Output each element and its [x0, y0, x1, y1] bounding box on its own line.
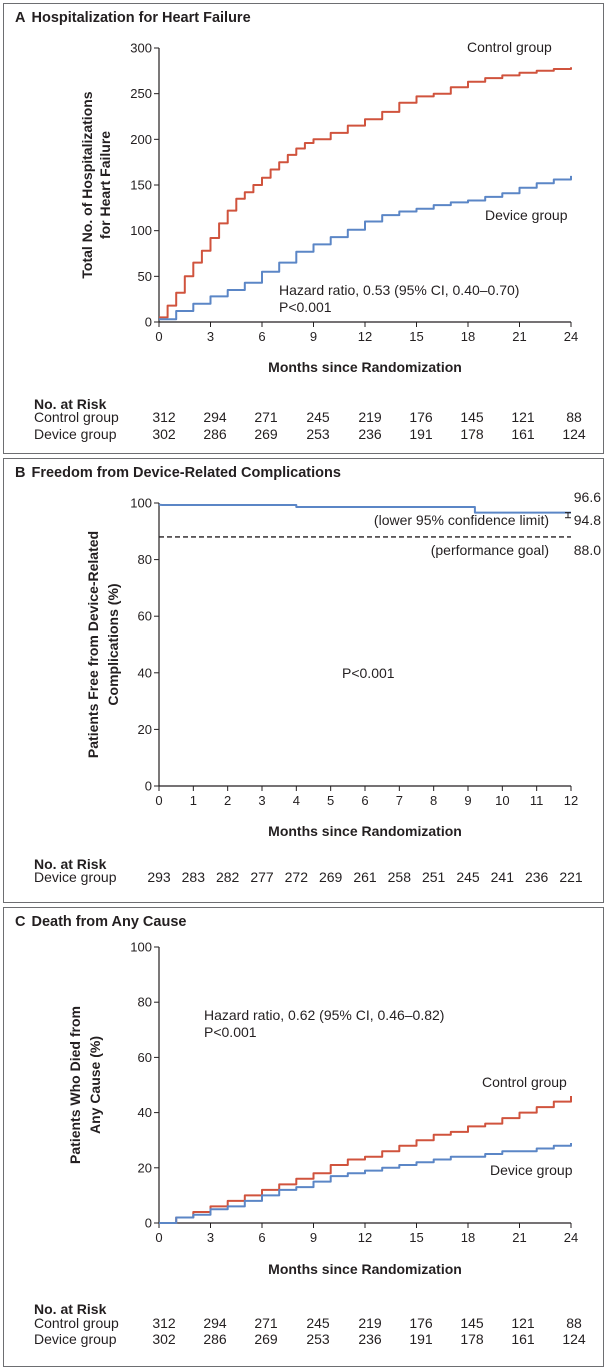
panel-title-text: Freedom from Device-Related Complications — [31, 465, 341, 481]
x-tick-label: 6 — [258, 329, 266, 344]
risk-table-header: No. at Risk — [34, 1301, 107, 1317]
risk-value: 121 — [511, 409, 535, 425]
risk-value: 258 — [387, 869, 412, 885]
y-tick-label: 250 — [130, 86, 152, 102]
annotation-text: Hazard ratio, 0.53 (95% CI, 0.40–0.70) — [279, 282, 520, 298]
risk-value: 271 — [254, 1315, 278, 1331]
risk-value: 293 — [147, 869, 171, 885]
risk-value: 277 — [250, 869, 274, 885]
risk-value: 88 — [566, 1315, 582, 1331]
series-label: Device group — [490, 1162, 573, 1178]
x-tick-label: 12 — [563, 793, 579, 808]
y-tick-label: 100 — [130, 495, 152, 511]
risk-value: 236 — [358, 1331, 382, 1347]
risk-value: 236 — [524, 869, 549, 885]
x-tick-label: 9 — [309, 329, 318, 344]
y-tick-label: 40 — [137, 1105, 152, 1121]
y-tick-label: 20 — [137, 721, 152, 737]
x-tick-label: 1 — [189, 793, 197, 808]
x-tick-label: 24 — [563, 1230, 579, 1245]
risk-row-label: Control group — [34, 1315, 119, 1331]
risk-value: 191 — [409, 1331, 433, 1347]
risk-table-header: No. at Risk — [34, 396, 107, 412]
risk-value: 282 — [215, 869, 240, 885]
x-tick-label: 11 — [529, 793, 544, 808]
panel-title-text: Death from Any Cause — [31, 914, 187, 930]
y-axis-label: Total No. of Hospitalizations — [79, 91, 95, 279]
risk-value: 219 — [358, 1315, 382, 1331]
risk-row-label: Device group — [34, 426, 117, 442]
risk-value: 251 — [421, 869, 446, 885]
panel-letter: A — [15, 10, 26, 26]
annotation-text: P<0.001 — [279, 299, 332, 315]
series-label: Device group — [485, 207, 568, 223]
y-axis-label: Any Cause (%) — [87, 1035, 103, 1135]
x-tick-label: 7 — [395, 793, 403, 808]
risk-value: 269 — [318, 869, 343, 885]
risk-value: 176 — [409, 1315, 433, 1331]
risk-value: 286 — [203, 1331, 227, 1347]
point-label-text: (lower 95% confidence limit) — [373, 512, 549, 528]
point-label-value: 96.6 — [573, 489, 601, 505]
risk-value: 271 — [254, 409, 278, 425]
x-axis-label: Months since Randomization — [268, 823, 462, 839]
risk-value: 294 — [203, 409, 227, 425]
y-tick-label: 0 — [144, 1215, 152, 1231]
risk-value: 161 — [511, 1331, 535, 1347]
risk-value: 191 — [409, 426, 433, 442]
series-label: Control group — [482, 1074, 567, 1090]
y-tick-label: 300 — [130, 40, 152, 56]
risk-value: 312 — [152, 409, 176, 425]
x-tick-label: 24 — [563, 329, 579, 344]
panel-complications — [3, 458, 604, 903]
y-tick-label: 50 — [137, 268, 152, 284]
x-tick-label: 4 — [292, 793, 300, 808]
x-tick-label: 6 — [258, 1230, 266, 1245]
risk-value: 272 — [284, 869, 309, 885]
x-tick-label: 8 — [430, 793, 438, 808]
risk-value: 124 — [562, 426, 586, 442]
x-tick-label: 12 — [357, 1230, 373, 1245]
x-tick-label: 3 — [206, 329, 215, 344]
device-group-line — [159, 1143, 571, 1223]
risk-value: 178 — [460, 426, 484, 442]
y-tick-label: 100 — [130, 223, 152, 239]
y-tick-label: 200 — [130, 131, 152, 147]
risk-value: 302 — [152, 426, 176, 442]
x-tick-label: 18 — [460, 1230, 476, 1245]
risk-value: 283 — [181, 869, 206, 885]
risk-value: 236 — [358, 426, 382, 442]
y-tick-label: 80 — [137, 552, 152, 568]
x-tick-label: 12 — [357, 329, 373, 344]
risk-value: 261 — [353, 869, 377, 885]
risk-value: 245 — [306, 409, 330, 425]
annotation-text: P<0.001 — [204, 1024, 257, 1040]
x-tick-label: 18 — [460, 329, 476, 344]
risk-value: 121 — [511, 1315, 535, 1331]
y-tick-label: 60 — [137, 1049, 152, 1065]
risk-value: 124 — [562, 1331, 586, 1347]
x-tick-label: 0 — [155, 1230, 163, 1245]
reference-line-label: (performance goal) — [430, 541, 549, 558]
panel-letter: B — [15, 465, 26, 481]
y-tick-label: 60 — [137, 608, 152, 624]
risk-value: 245 — [306, 1315, 330, 1331]
risk-value: 245 — [456, 869, 480, 885]
x-tick-label: 9 — [464, 793, 472, 808]
panel-hospitalization — [3, 3, 604, 454]
x-axis-label: Months since Randomization — [268, 359, 462, 375]
y-tick-label: 0 — [144, 314, 152, 330]
risk-value: 145 — [460, 1315, 484, 1331]
reference-line-value: 88.0 — [573, 541, 601, 558]
y-tick-label: 80 — [137, 994, 152, 1010]
death-chart — [4, 908, 605, 1368]
y-axis-label: Patients Who Died from — [67, 1006, 83, 1164]
risk-value: 219 — [358, 409, 382, 425]
risk-value: 294 — [203, 1315, 227, 1331]
risk-value: 221 — [559, 869, 583, 885]
risk-value: 178 — [460, 1331, 484, 1347]
risk-value: 253 — [306, 1331, 330, 1347]
y-axis-label: Patients Free from Device-Related — [85, 530, 101, 759]
y-axis-label: Complications (%) — [105, 583, 121, 706]
risk-row-label: Device group — [34, 1331, 117, 1347]
x-tick-label: 2 — [224, 793, 232, 808]
risk-row-label: Device group — [34, 869, 117, 885]
risk-value: 176 — [409, 409, 433, 425]
x-tick-label: 15 — [409, 329, 424, 344]
control-group-line — [159, 1096, 571, 1223]
risk-value: 241 — [490, 869, 515, 885]
risk-value: 161 — [511, 426, 535, 442]
risk-value: 253 — [306, 426, 330, 442]
y-axis-label: for Heart Failure — [97, 130, 113, 240]
series-label: Control group — [467, 39, 552, 55]
risk-row-label: Control group — [34, 409, 119, 425]
panel-death — [3, 907, 604, 1367]
y-tick-label: 40 — [137, 665, 152, 681]
x-tick-label: 21 — [512, 329, 527, 344]
panel-title-text: Hospitalization for Heart Failure — [31, 10, 251, 26]
risk-value: 88 — [566, 409, 582, 425]
y-tick-label: 0 — [144, 778, 152, 794]
y-tick-label: 150 — [130, 177, 152, 193]
hospitalization-chart — [4, 4, 605, 455]
x-tick-label: 10 — [495, 793, 510, 808]
x-tick-label: 9 — [309, 1230, 318, 1245]
risk-value: 286 — [203, 426, 227, 442]
risk-value: 269 — [254, 1331, 278, 1347]
annotation-text: P<0.001 — [342, 665, 395, 681]
y-tick-label: 100 — [130, 939, 152, 955]
risk-value: 269 — [254, 426, 278, 442]
risk-value: 312 — [152, 1315, 176, 1331]
y-tick-label: 20 — [137, 1160, 152, 1176]
risk-table-header: No. at Risk — [34, 856, 107, 872]
x-tick-label: 5 — [327, 793, 335, 808]
panel-letter: C — [15, 914, 26, 930]
x-tick-label: 0 — [155, 793, 163, 808]
risk-value: 145 — [460, 409, 484, 425]
x-tick-label: 6 — [361, 793, 369, 808]
risk-value: 302 — [152, 1331, 176, 1347]
complications-chart — [4, 459, 605, 904]
x-tick-label: 3 — [258, 793, 266, 808]
x-tick-label: 15 — [409, 1230, 424, 1245]
annotation-text: Hazard ratio, 0.62 (95% CI, 0.46–0.82) — [204, 1007, 445, 1023]
x-tick-label: 0 — [155, 329, 163, 344]
x-axis-label: Months since Randomization — [268, 1261, 462, 1277]
x-tick-label: 21 — [512, 1230, 527, 1245]
point-label-value: 94.8 — [573, 512, 601, 528]
x-tick-label: 3 — [206, 1230, 215, 1245]
